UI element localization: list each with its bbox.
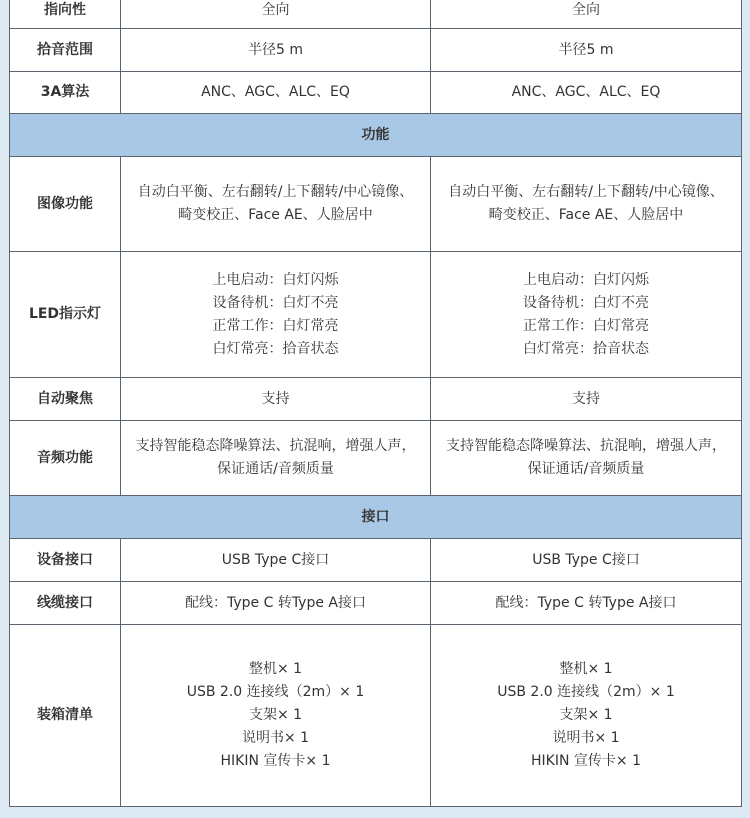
cell-line: 畸变校正、Face AE、人脸居中 — [178, 207, 373, 223]
cell-line: USB 2.0 连接线（2m）× 1 — [186, 684, 365, 700]
cell-line: USB 2.0 连接线（2m）× 1 — [497, 684, 675, 700]
row-led-indicator — [10, 252, 742, 378]
cell-value: ANC、AGC、ALC、EQ — [121, 72, 431, 114]
cell-line: 畸变校正、Face AE、人脸居中 — [488, 207, 684, 223]
cell-line: 正常工作：白灯常亮 — [523, 317, 649, 334]
section-title: 接口 — [10, 496, 742, 539]
section-title: 功能 — [10, 114, 742, 157]
section-header-interface — [10, 496, 742, 539]
cell-value — [431, 625, 742, 807]
spec-table — [9, 0, 742, 807]
row-label: 拾音范围 — [10, 29, 121, 72]
cell-value — [121, 252, 431, 378]
row-audio-function — [10, 421, 742, 496]
cell-line: 说明书× 1 — [552, 730, 620, 746]
cell-value: ANC、AGC、ALC、EQ — [431, 72, 742, 114]
cell-line: 设备待机：白灯不亮 — [212, 294, 339, 311]
cell-line: 说明书× 1 — [241, 730, 310, 746]
cell-line: 白灯常亮：拾音状态 — [523, 340, 649, 357]
cell-value — [121, 421, 431, 496]
cell-value: 配线：Type C 转Type A接口 — [121, 582, 431, 625]
cell-line: 上电启动：白灯闪烁 — [523, 271, 649, 288]
row-packing-list — [10, 625, 742, 807]
cell-line: 支架× 1 — [559, 707, 613, 723]
row-label: 3A算法 — [10, 72, 121, 114]
row-label: 装箱清单 — [10, 625, 121, 807]
row-device-port — [10, 539, 742, 582]
row-label: 指向性 — [10, 0, 121, 29]
cell-value: 半径5 m — [121, 29, 431, 72]
row-cable-port — [10, 582, 742, 625]
cell-line: 设备待机：白灯不亮 — [523, 294, 649, 311]
row-label: 图像功能 — [10, 157, 121, 252]
cell-value: 支持 — [121, 378, 431, 421]
cell-value: 支持 — [431, 378, 742, 421]
spec-table-container — [9, 0, 741, 807]
cell-value: 半径5 m — [431, 29, 742, 72]
cell-value: USB Type C接口 — [431, 539, 742, 582]
cell-line: 自动白平衡、左右翻转/上下翻转/中心镜像、 — [448, 184, 724, 200]
row-3a-algorithm — [10, 72, 742, 114]
cell-line: 正常工作：白灯常亮 — [212, 317, 339, 334]
row-autofocus — [10, 378, 742, 421]
row-label: 线缆接口 — [10, 582, 121, 625]
cell-value — [431, 252, 742, 378]
row-label: LED指示灯 — [10, 252, 121, 378]
row-label: 自动聚焦 — [10, 378, 121, 421]
cell-value — [121, 157, 431, 252]
cell-line: 支持智能稳态降噪算法、抗混响，增强人声， — [446, 438, 726, 454]
row-label: 设备接口 — [10, 539, 121, 582]
cell-line: 支架× 1 — [248, 707, 303, 723]
cell-value: USB Type C接口 — [121, 539, 431, 582]
cell-line: 白灯常亮：拾音状态 — [212, 340, 339, 357]
cell-value — [121, 625, 431, 807]
cell-value: 全向 — [121, 0, 431, 29]
cell-line: 自动白平衡、左右翻转/上下翻转/中心镜像、 — [137, 184, 414, 200]
row-pickup — [10, 29, 742, 72]
cell-value: 配线：Type C 转Type A接口 — [431, 582, 742, 625]
row-directivity — [10, 0, 742, 29]
cell-line: 保证通话/音频质量 — [527, 461, 645, 477]
cell-line: HIKIN 宣传卡× 1 — [220, 753, 331, 769]
cell-line: 整机× 1 — [248, 661, 303, 677]
cell-line: 保证通话/音频质量 — [217, 461, 334, 477]
cell-value — [431, 421, 742, 496]
cell-value: 全向 — [431, 0, 742, 29]
cell-line: 上电启动：白灯闪烁 — [212, 271, 339, 288]
row-image-function — [10, 157, 742, 252]
cell-value — [431, 157, 742, 252]
section-header-function — [10, 114, 742, 157]
cell-line: 支持智能稳态降噪算法、抗混响，增强人声， — [135, 438, 416, 454]
cell-line: HIKIN 宣传卡× 1 — [531, 753, 641, 769]
cell-line: 整机× 1 — [559, 661, 613, 677]
row-label: 音频功能 — [10, 421, 121, 496]
